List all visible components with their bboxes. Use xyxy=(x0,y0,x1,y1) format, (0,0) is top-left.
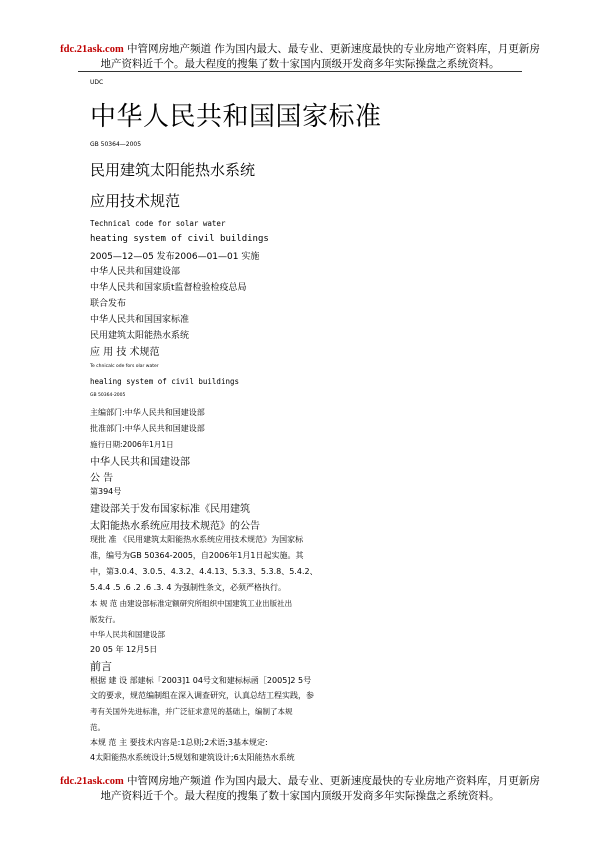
joint-release: 联合发布 xyxy=(90,299,127,309)
standard-cn: 中华人民共和国国家标准 xyxy=(90,315,190,325)
effective-date: 施行日期:2006年1月1日 xyxy=(90,440,174,449)
preface-line-5: 本规 范 主 要技术内容是:1总则;2术语;3基本规定: xyxy=(90,738,268,747)
header-divider xyxy=(78,71,522,72)
notice-title-line-1: 建设部关于发布国家标准《民用建筑 xyxy=(90,504,250,515)
page-header xyxy=(0,42,600,71)
standard-name-line-2: 应用技术规范 xyxy=(90,192,181,210)
udc-label: UDC xyxy=(90,79,104,86)
notice-body-line-6: 版发行。 xyxy=(90,615,120,624)
issuer-1: 中华人民共和国建设部 xyxy=(90,267,181,277)
page-footer xyxy=(0,774,600,803)
preface-line-6: 4太阳能热水系统设计;5规划和建筑设计;6太阳能热水系统 xyxy=(90,753,295,762)
standard-number-small: GB 50364-2005 xyxy=(90,393,126,398)
signature-date: 20 05 年 12月5日 xyxy=(90,645,158,654)
notice-body-line-4: 5.4.4 .5 .6 .2 .6 .3. 4 为强制性条文，必须严格执行。 xyxy=(90,583,286,592)
issue-dates: 2005—12—05 发布2006—01—01 实施 xyxy=(90,252,260,262)
english-garbled-2: healing system of civil buildings xyxy=(90,377,240,386)
notice-title-line-2: 太阳能热水系统应用技术规范》的公告 xyxy=(90,521,260,532)
english-name-line-1: Technical code for solar water xyxy=(90,219,226,228)
notice-body-line-1: 现批 准 《民用建筑太阳能热水系统应用技术规范》为国家标 xyxy=(90,535,304,544)
standard-name-repeat-2: 应 用 技 术规范 xyxy=(90,347,160,358)
header-line-1: 中管网房地产频道 作为国内最大、最专业、更新速度最快的专业房地产资料库，月更新房 xyxy=(123,43,540,55)
standard-number: GB 50364—2005 xyxy=(90,141,142,148)
preface-line-4: 范。 xyxy=(90,723,105,732)
standard-name-repeat-1: 民用建筑太阳能热水系统 xyxy=(90,331,190,341)
page-title: 中华人民共和国国家标准 xyxy=(90,102,382,132)
preface-line-2: 文的要求，规范编制组在深入调查研究，认真总结工程实践，参 xyxy=(90,691,314,700)
notice-heading: 公 告 xyxy=(90,473,114,484)
english-name-line-2: heating system of civil buildings xyxy=(90,234,269,244)
signature-org: 中华人民共和国建设部 xyxy=(90,630,165,639)
approver-dept: 批准部门:中华人民共和国建设部 xyxy=(90,424,205,433)
issuer-2: 中华人民共和国家质t监督检验检疫总局 xyxy=(90,283,247,293)
header-site-link[interactable]: fdc.21ask.com xyxy=(60,44,124,55)
preface-line-3: 考有关国外先进标准，并广泛征求意见的基础上，编制了本规 xyxy=(90,707,293,716)
notice-body-line-5: 本 规 范 由建设部标准定额研究所组织中国建筑工业出版社出 xyxy=(90,599,293,608)
header-line-2: 地产资料近千个。最大程度的搜集了数十家国内顶级开发商多年实际操盘之系统资料。 xyxy=(100,58,500,70)
notice-number: 第394号 xyxy=(90,487,122,496)
footer-line-2: 地产资料近千个。最大程度的搜集了数十家国内顶级开发商多年实际操盘之系统资料。 xyxy=(100,790,500,802)
editor-dept: 主编部门:中华人民共和国建设部 xyxy=(90,408,205,417)
ministry-name: 中华人民共和国建设部 xyxy=(90,457,190,468)
footer-line-1: 中管网房地产频道 作为国内最大、最专业、更新速度最快的专业房地产资料库，月更新房 xyxy=(123,775,540,787)
standard-name-line-1: 民用建筑太阳能热水系统 xyxy=(90,161,256,179)
notice-body-line-2: 准，编号为GB 50364-2005，自2006年1月1日起实施。其 xyxy=(90,551,304,560)
preface-heading: 前言 xyxy=(90,660,112,673)
english-garbled-1: Te chnicalc ode fors olar water xyxy=(90,364,159,369)
preface-line-1: 根据 建 设 部建标「2003]1 04号文和建标标函［2005]2 5号 xyxy=(90,676,312,685)
notice-body-line-3: 中，第3.0.4、3.0.5、4.3.2、4.4.13、5.3.3、5.3.8、5.4.2、 xyxy=(90,567,318,576)
footer-site-link[interactable]: fdc.21ask.com xyxy=(60,776,124,787)
